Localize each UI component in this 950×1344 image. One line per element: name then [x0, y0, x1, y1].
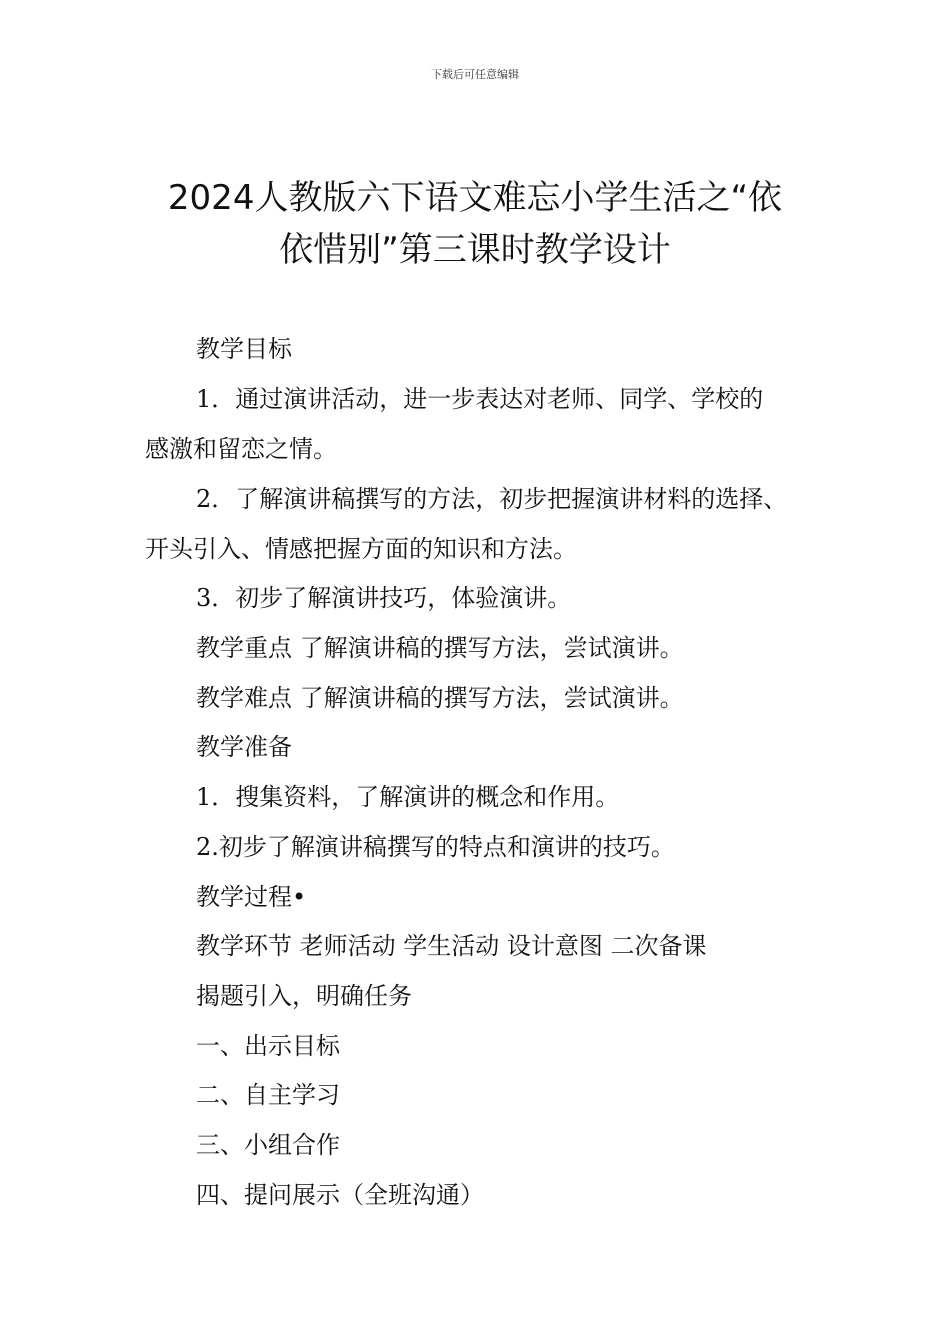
page-header-note: 下载后可任意编辑	[431, 68, 519, 81]
process-columns: 教学环节 老师活动 学生活动 设计意图 二次备课	[196, 932, 707, 960]
key-point: 教学重点 了解演讲稿的撰写方法，尝试演讲。	[196, 634, 684, 662]
preparation-2: 2.初步了解演讲稿撰写的特点和演讲的技巧。	[196, 833, 675, 861]
title-line-1: 2024人教版六下语文难忘小学生活之“依	[167, 178, 783, 218]
preparation-heading: 教学准备	[196, 733, 292, 761]
title-line-2: 依惜别”第三课时教学设计	[279, 230, 671, 270]
intro-step: 揭题引入，明确任务	[196, 982, 412, 1010]
objective-2-line-1: 2．了解演讲稿撰写的方法，初步把握演讲材料的选择、	[196, 485, 788, 513]
process-heading: 教学过程•	[196, 883, 307, 911]
step-2: 二、自主学习	[196, 1081, 340, 1109]
step-3: 三、小组合作	[196, 1131, 340, 1159]
difficulty: 教学难点 了解演讲稿的撰写方法，尝试演讲。	[196, 684, 684, 712]
objective-1-line-2: 感激和留恋之情。	[145, 435, 337, 463]
document-title	[120, 172, 830, 276]
step-4: 四、提问展示（全班沟通）	[196, 1181, 484, 1209]
objective-2-line-2: 开头引入、情感把握方面的知识和方法。	[145, 535, 577, 563]
objective-1-line-1: 1．通过演讲活动，进一步表达对老师、同学、学校的	[196, 385, 764, 413]
objective-3: 3．初步了解演讲技巧，体验演讲。	[196, 584, 572, 612]
objectives-heading: 教学目标	[196, 335, 292, 363]
preparation-1: 1．搜集资料，了解演讲的概念和作用。	[196, 783, 620, 811]
step-1: 一、出示目标	[196, 1032, 340, 1060]
